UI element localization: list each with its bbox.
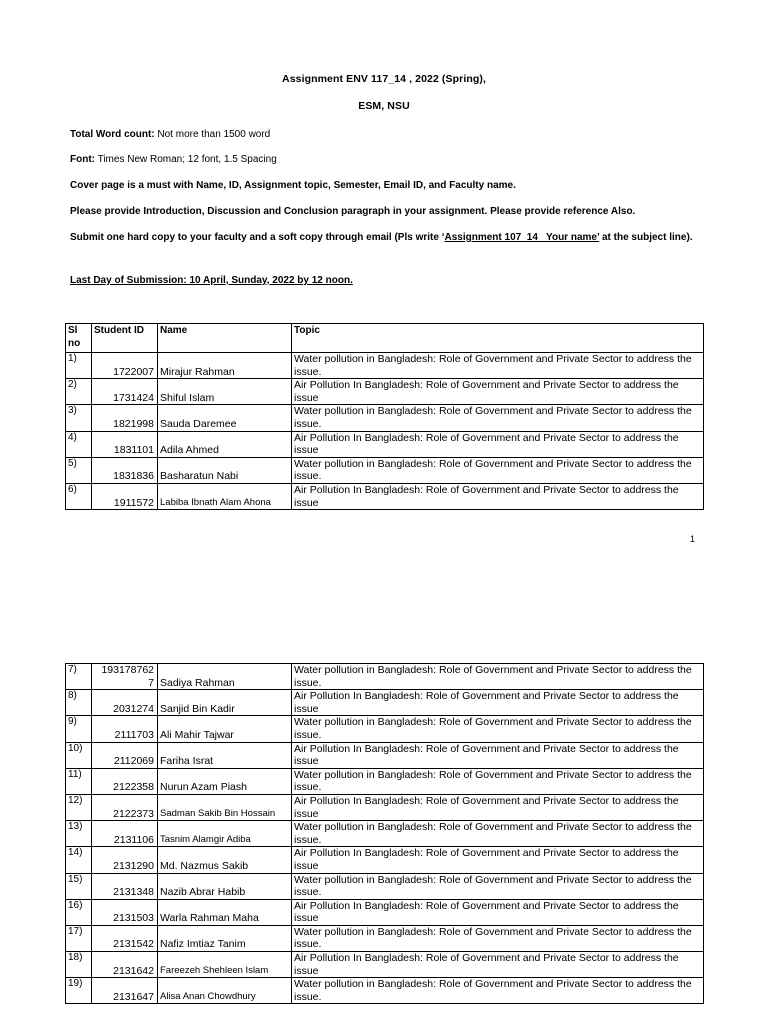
row-student-id: 2122373 — [92, 794, 158, 820]
row-student-name: Md. Nazmus Sakib — [158, 847, 292, 873]
table-row — [66, 690, 704, 716]
row-sl-no: 2) — [66, 379, 92, 405]
row-topic: Air Pollution In Bangladesh: Role of Government and Private Sector to address the issue — [292, 742, 704, 768]
table-row — [66, 847, 704, 873]
row-student-name: Adila Ahmed — [158, 431, 292, 457]
row-topic: Air Pollution In Bangladesh: Role of Government and Private Sector to address the issue — [292, 431, 704, 457]
row-student-name: Nafiz Imtiaz Tanim — [158, 925, 292, 951]
row-student-id: 2131106 — [92, 821, 158, 847]
row-student-name: Nazib Abrar Habib — [158, 873, 292, 899]
row-student-id: 1731424 — [92, 379, 158, 405]
font-line — [70, 152, 710, 167]
row-topic: Air Pollution In Bangladesh: Role of Government and Private Sector to address the issue — [292, 952, 704, 978]
deadline-text: Last Day of Submission: 10 April, Sunday, 2022 by 12 noon. — [70, 275, 353, 286]
row-student-name: Fariha Israt — [158, 742, 292, 768]
row-student-name: Warla Rahman Maha — [158, 899, 292, 925]
row-student-name: Sadiya Rahman — [158, 664, 292, 690]
word-count-value: Not more than 1500 word — [154, 129, 271, 140]
table-row — [66, 353, 704, 379]
row-student-name: Nurun Azam Piash — [158, 768, 292, 794]
table-row — [66, 821, 704, 847]
submit-line — [70, 230, 710, 245]
row-topic: Air Pollution In Bangladesh: Role of Government and Private Sector to address the issue — [292, 794, 704, 820]
student-table-page-2 — [65, 663, 704, 1004]
row-sl-no: 13) — [66, 821, 92, 847]
row-sl-no: 1) — [66, 353, 92, 379]
header-name: Name — [158, 324, 292, 353]
row-student-name: Labiba Ibnath Alam Ahona — [158, 483, 292, 509]
table-row — [66, 742, 704, 768]
row-student-name: Sanjid Bin Kadir — [158, 690, 292, 716]
assignment-title: Assignment ENV 117_14 , 2022 (Spring), — [282, 73, 486, 85]
row-topic: Air Pollution In Bangladesh: Role of Government and Private Sector to address the issue — [292, 847, 704, 873]
row-sl-no: 14) — [66, 847, 92, 873]
row-student-id: 1722007 — [92, 353, 158, 379]
row-sl-no: 3) — [66, 405, 92, 431]
row-student-id: 2131542 — [92, 925, 158, 951]
header-topic: Topic — [292, 324, 704, 353]
table-row — [66, 768, 704, 794]
department-line: ESM, NSU — [358, 100, 410, 112]
table-row — [66, 952, 704, 978]
row-topic: Water pollution in Bangladesh: Role of Government and Private Sector to address the issue. — [292, 664, 704, 690]
row-student-id: 1911572 — [92, 483, 158, 509]
row-sl-no: 19) — [66, 978, 92, 1004]
row-topic: Water pollution in Bangladesh: Role of Government and Private Sector to address the issue. — [292, 457, 704, 483]
row-student-id: 1821998 — [92, 405, 158, 431]
row-topic: Water pollution in Bangladesh: Role of Government and Private Sector to address the issue. — [292, 716, 704, 742]
row-topic: Air Pollution In Bangladesh: Role of Government and Private Sector to address the issue — [292, 483, 704, 509]
table-row — [66, 925, 704, 951]
cover-page-line — [70, 178, 710, 193]
student-table-page-1 — [65, 323, 704, 510]
row-topic: Air Pollution In Bangladesh: Role of Government and Private Sector to address the issue — [292, 379, 704, 405]
row-sl-no: 17) — [66, 925, 92, 951]
row-student-name: Shiful Islam — [158, 379, 292, 405]
row-student-name: Ali Mahir Tajwar — [158, 716, 292, 742]
row-student-id: 1831836 — [92, 457, 158, 483]
row-student-id: 2131642 — [92, 952, 158, 978]
header-sl-no: Sl no — [66, 324, 92, 353]
row-topic: Water pollution in Bangladesh: Role of Government and Private Sector to address the issue. — [292, 821, 704, 847]
row-sl-no: 7) — [66, 664, 92, 690]
row-student-id: 2112069 — [92, 742, 158, 768]
table-row — [66, 978, 704, 1004]
row-student-id: 2131647 — [92, 978, 158, 1004]
page-number: 1 — [690, 534, 696, 544]
row-sl-no: 4) — [66, 431, 92, 457]
table-row — [66, 457, 704, 483]
header-student-id: Student ID — [92, 324, 158, 353]
row-student-name: Mirajur Rahman — [158, 353, 292, 379]
row-student-name: Basharatun Nabi — [158, 457, 292, 483]
row-sl-no: 8) — [66, 690, 92, 716]
row-student-name: Tasnim Alamgir Adiba — [158, 821, 292, 847]
row-topic: Water pollution in Bangladesh: Role of Government and Private Sector to address the issue. — [292, 925, 704, 951]
row-sl-no: 18) — [66, 952, 92, 978]
row-sl-no: 11) — [66, 768, 92, 794]
row-topic: Air Pollution In Bangladesh: Role of Government and Private Sector to address the issue — [292, 690, 704, 716]
cover-page-text: Cover page is a must with Name, ID, Assignment topic, Semester, Email ID, and Faculty name. — [70, 180, 516, 191]
row-topic: Water pollution in Bangladesh: Role of Government and Private Sector to address the issue. — [292, 405, 704, 431]
table-row — [66, 794, 704, 820]
row-sl-no: 12) — [66, 794, 92, 820]
font-value: Times New Roman; 12 font, 1.5 Spacing — [95, 154, 277, 165]
row-student-id: 2031274 — [92, 690, 158, 716]
row-sl-no: 9) — [66, 716, 92, 742]
deadline-line — [70, 273, 710, 288]
word-count-label: Total Word count: — [70, 129, 155, 140]
row-sl-no: 6) — [66, 483, 92, 509]
row-student-id: 193178762 7 — [92, 664, 158, 690]
row-topic: Water pollution in Bangladesh: Role of Government and Private Sector to address the issue. — [292, 353, 704, 379]
table-row — [66, 873, 704, 899]
row-topic: Air Pollution In Bangladesh: Role of Government and Private Sector to address the issue — [292, 899, 704, 925]
table-row — [66, 716, 704, 742]
row-student-id: 2111703 — [92, 716, 158, 742]
row-student-id: 2131348 — [92, 873, 158, 899]
structure-text: Please provide Introduction, Discussion and Conclusion paragraph in your assignment. Please provide reference Also. — [70, 206, 636, 217]
row-student-name: Fareezeh Shehleen Islam — [158, 952, 292, 978]
table-row — [66, 431, 704, 457]
row-topic: Water pollution in Bangladesh: Role of Government and Private Sector to address the issue. — [292, 978, 704, 1004]
submit-subject: Assignment 107_14_ Your name’ — [444, 232, 600, 243]
row-student-name: Alisa Anan Chowdhury — [158, 978, 292, 1004]
submit-prefix: Submit one hard copy to your faculty and a soft copy through email (Pls write ‘ — [70, 232, 445, 243]
row-student-id: 2122358 — [92, 768, 158, 794]
structure-line — [70, 204, 710, 219]
table-row — [66, 899, 704, 925]
row-topic: Water pollution in Bangladesh: Role of Government and Private Sector to address the issue. — [292, 873, 704, 899]
row-sl-no: 16) — [66, 899, 92, 925]
document-page-2 — [0, 560, 768, 1024]
row-sl-no: 15) — [66, 873, 92, 899]
word-count-line — [70, 127, 710, 142]
submit-suffix: at the subject line). — [599, 232, 693, 243]
row-student-name: Sauda Daremee — [158, 405, 292, 431]
row-student-id: 2131290 — [92, 847, 158, 873]
table-row — [66, 405, 704, 431]
row-student-id: 1831101 — [92, 431, 158, 457]
row-sl-no: 5) — [66, 457, 92, 483]
row-topic: Water pollution in Bangladesh: Role of Government and Private Sector to address the issue. — [292, 768, 704, 794]
row-student-name: Sadman Sakib Bin Hossain — [158, 794, 292, 820]
font-label: Font: — [70, 154, 95, 165]
table-row — [66, 664, 704, 690]
row-student-id: 2131503 — [92, 899, 158, 925]
table-row — [66, 379, 704, 405]
row-sl-no: 10) — [66, 742, 92, 768]
table-row — [66, 483, 704, 509]
